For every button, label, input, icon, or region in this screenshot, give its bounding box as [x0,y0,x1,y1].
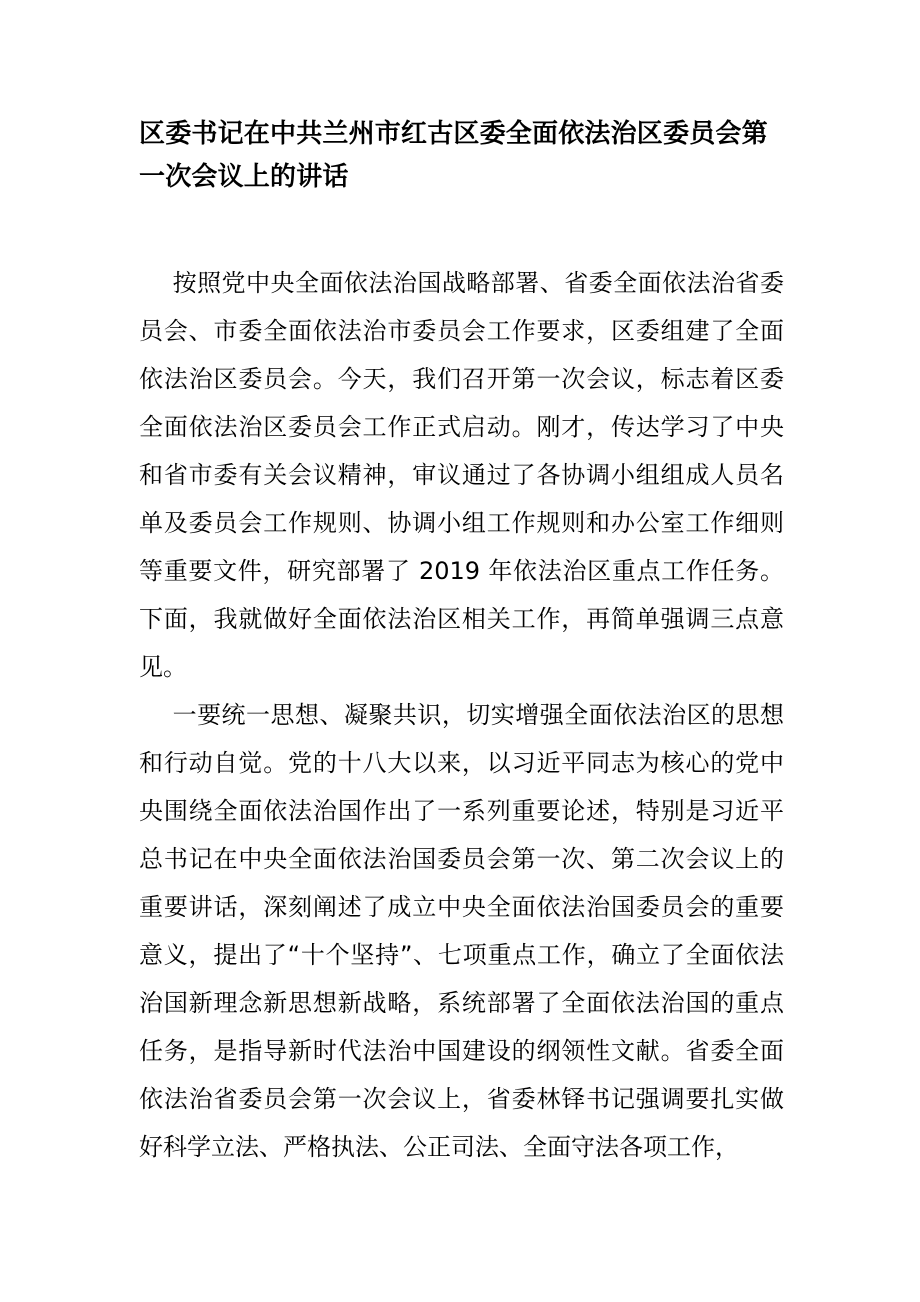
document-body [139,259,784,1171]
body-paragraph: 一要统一思想、凝聚共识，切实增强全面依法治区的思想和行动自觉。党的十八大以来，以习近平同志为核心的党中央围绕全面依法治国作出了一系列重要论述，特别是习近平总书记在中央全面依法治国委员会第一次、第二次会议上的重要讲话，深刻阐述了成立中央全面依法治国委员会的重要意义，提出了“十个坚持”、七项重点工作，确立了全面依法治国新理念新思想新战略，系统部署了全面依法治国的重点任务，是指导新时代法治中国建设的纲领性文献。省委全面依法治省委员会第一次会议上，省委林铎书记强调要扎实做好科学立法、严格执法、公正司法、全面守法各项工作， [139,701,784,1161]
body-paragraph: 按照党中央全面依法治国战略部署、省委全面依法治省委员会、市委全面依法治市委员会工作要求，区委组建了全面依法治区委员会。今天，我们召开第一次会议，标志着区委全面依法治区委员会工作正式启动。刚才，传达学习了中央和省市委有关会议精神，审议通过了各协调小组组成人员名单及委员会工作规则、协调小组工作规则和办公室工作细则等重要文件，研究部署了 2019 年依法治区重点工作任务。下面，我就做好全面依法治区相关工作，再简单强调三点意见。 [139,269,784,681]
document-title: 区委书记在中共兰州市红古区委全面依法治区委员会第一次会议上的讲话 [139,119,768,192]
